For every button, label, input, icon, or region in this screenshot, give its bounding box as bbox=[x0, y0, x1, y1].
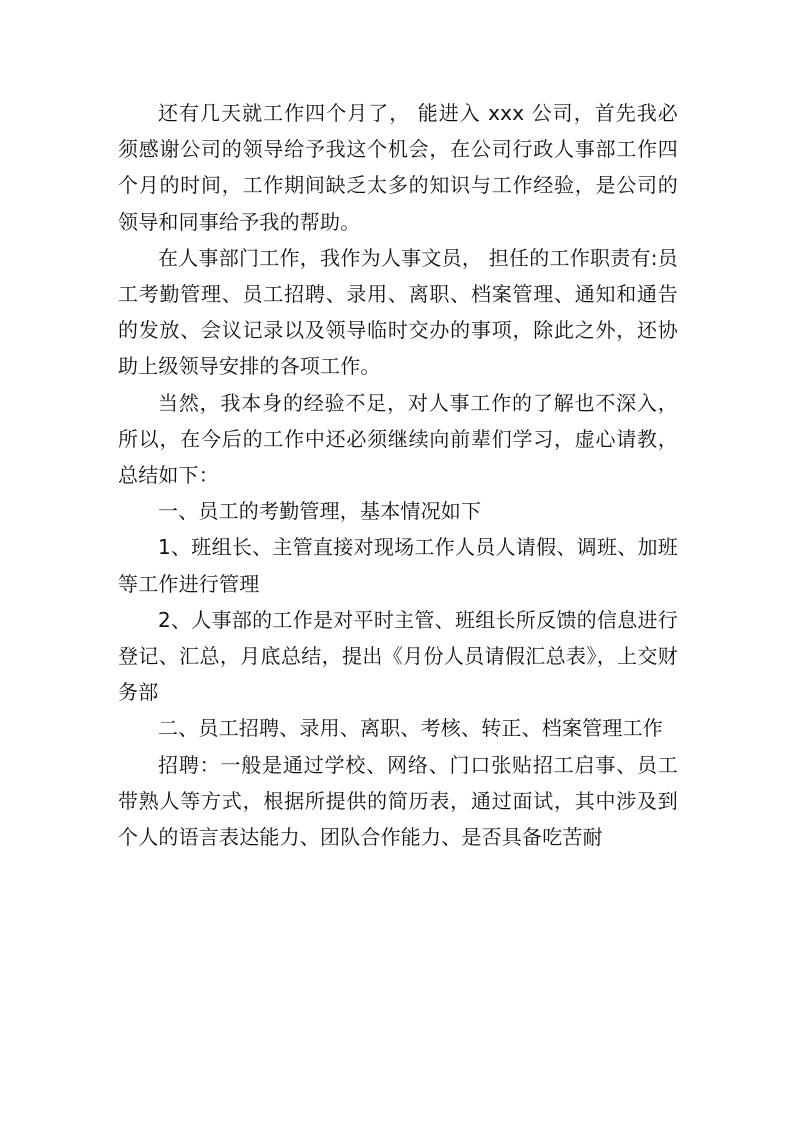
paragraph-attendance-item-2: 2、人事部的工作是对平时主管、班组长所反馈的信息进行登记、汇总，月底总结，提出《月份人员请假汇总表》，上交财务部 bbox=[118, 607, 678, 705]
paragraph-intro: 还有几天就工作四个月了， 能进入 xxx 公司，首先我必须感谢公司的领导给予我这个机会，在公司行政人事部工作四个月的时间，工作期间缺乏太多的知识与工作经验，是公司的领导和同事给予我的帮助。 bbox=[118, 101, 678, 234]
paragraph-attendance-item-1: 1、班组长、主管直接对现场工作人员人请假、调班、加班等工作进行管理 bbox=[118, 535, 678, 596]
paragraph-summary-intro: 当然，我本身的经验不足，对人事工作的了解也不深入，所以，在今后的工作中还必须继续向前辈们学习，虚心请教，总结如下： bbox=[118, 390, 678, 488]
document-body bbox=[118, 95, 678, 855]
section-heading-recruitment: 二、员工招聘、录用、离职、考核、转正、档案管理工作 bbox=[158, 716, 663, 741]
paragraph-recruitment: 招聘：一般是通过学校、网络、门口张贴招工启事、员工带熟人等方式，根据所提供的简历表，通过面试，其中涉及到个人的语言表达能力、团队合作能力、是否具备吃苦耐 bbox=[118, 752, 678, 850]
section-heading-attendance: 一、员工的考勤管理，基本情况如下 bbox=[158, 499, 482, 524]
paragraph-job-duties: 在人事部门工作，我作为人事文员， 担任的工作职责有:员工考勤管理、员工招聘、录用、离职、档案管理、通知和通告的发放、会议记录以及领导临时交办的事项，除此之外，还协助上级领导安排的各项工作。 bbox=[118, 245, 678, 379]
